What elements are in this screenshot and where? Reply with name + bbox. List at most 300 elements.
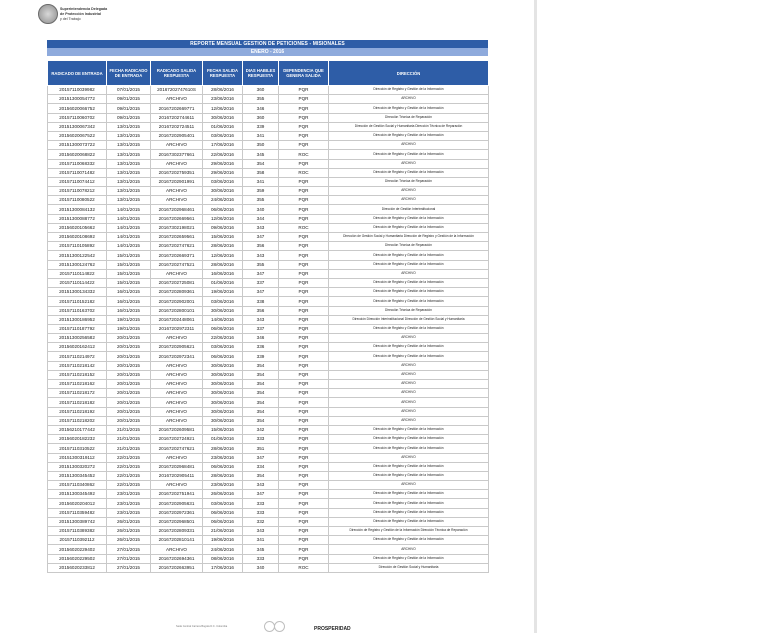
table-cell: 20167202747621	[151, 242, 203, 251]
table-cell: ARCHIVO	[151, 545, 203, 554]
table-cell: 20167202972311	[151, 324, 203, 333]
table-cell: 15/01/2015	[107, 260, 151, 269]
table-cell: Dirección de Registro y Gestión de la Información	[329, 352, 489, 361]
table-row	[48, 398, 489, 407]
table-cell: 20167202448061	[151, 315, 203, 324]
table-cell: ARCHIVO	[151, 159, 203, 168]
table-cell: ARCHIVO	[151, 407, 203, 416]
table-cell: ARCHIVO	[151, 453, 203, 462]
table-cell: 20157110218152	[48, 370, 107, 379]
table-row	[48, 444, 489, 453]
table-cell: Dirección de Registro y Gestión de la Información	[329, 435, 489, 444]
table-row	[48, 389, 489, 398]
table-cell: 21/01/2015	[107, 425, 151, 434]
table-cell: 20157110218192	[48, 407, 107, 416]
table-row	[48, 370, 489, 379]
table-cell: ARCHIVO	[151, 361, 203, 370]
table-cell: 28/06/2016	[203, 86, 243, 95]
table-cell: 20151300088772	[48, 214, 107, 223]
table-cell: ARCHIVO	[151, 141, 203, 150]
table-row	[48, 131, 489, 140]
table-cell: Dirección de Registro y Gestión de la Información	[329, 471, 489, 480]
table-cell: PQR	[279, 435, 329, 444]
table-cell: 20157110114822	[48, 269, 107, 278]
table-cell: 20157110071482	[48, 168, 107, 177]
table-cell: 20167202968481	[151, 462, 203, 471]
table-cell: 27/01/2015	[107, 545, 151, 554]
table-cell: 347	[243, 453, 279, 462]
table-cell: 20167202663951	[151, 563, 203, 572]
table-cell: Dirección de Registro y Gestión de la Información	[329, 462, 489, 471]
table-row	[48, 416, 489, 425]
table-cell: 355	[243, 95, 279, 104]
footer-brand: PROSPERIDAD	[314, 626, 351, 632]
column-header: FECHA RADICADO DE ENTRADA	[107, 61, 151, 86]
table-cell: PQR	[279, 370, 329, 379]
table-cell: 356	[243, 242, 279, 251]
table-cell: Dirección Técnica de Reparación	[329, 113, 489, 122]
table-row	[48, 306, 489, 315]
table-row	[48, 278, 489, 287]
table-cell: 13/01/2015	[107, 196, 151, 205]
table-cell: 20167202725081	[151, 278, 203, 287]
table-cell: 03/06/2016	[203, 131, 243, 140]
table-cell: 17/06/2016	[203, 563, 243, 572]
table-cell: 20157110218202	[48, 416, 107, 425]
column-header: DIAS HABILES RESPUESTA	[243, 61, 279, 86]
table-cell: PQR	[279, 177, 329, 186]
table-cell: 354	[243, 159, 279, 168]
table-cell: PQR	[279, 187, 329, 196]
table-cell: Dirección de Registro y Gestión de la Información	[329, 444, 489, 453]
table-cell: 16/01/2015	[107, 306, 151, 315]
table-row	[48, 233, 489, 242]
table-cell: Dirección de Gestión Social y Humanitaria Dirección Técnica de Reparación	[329, 122, 489, 131]
table-cell: 12/06/2016	[203, 214, 243, 223]
table-cell: ROC	[279, 223, 329, 232]
table-cell: ARCHIVO	[151, 370, 203, 379]
petitions-table	[47, 60, 489, 573]
table-cell: PQR	[279, 306, 329, 315]
table-cell: 13/01/2015	[107, 187, 151, 196]
table-cell: Dirección de Registro y Gestión de la Información	[329, 536, 489, 545]
table-cell: PQR	[279, 416, 329, 425]
table-cell: PQR	[279, 361, 329, 370]
table-cell: 22/01/2015	[107, 462, 151, 471]
table-cell: ARCHIVO	[151, 196, 203, 205]
table-cell: 15/01/2015	[107, 278, 151, 287]
table-cell: Dirección de Registro y Gestión de la Información	[329, 214, 489, 223]
table-cell: 13/01/2015	[107, 122, 151, 131]
table-cell: 27/01/2015	[107, 563, 151, 572]
table-cell: 20151300389742	[48, 517, 107, 526]
footer-address: Sede Central Carrera Bogotá D.C. Colombia	[176, 625, 228, 628]
table-cell: 343	[243, 223, 279, 232]
table-cell: 24/06/2016	[203, 196, 243, 205]
table-cell: 20157110214972	[48, 352, 107, 361]
report-title: REPORTE MENSUAL GESTION DE PETICIONES - MISIONALES	[47, 40, 488, 48]
table-cell: 17/06/2016	[203, 141, 243, 150]
table-cell: PQR	[279, 508, 329, 517]
table-cell: 20/01/2015	[107, 407, 151, 416]
table-cell: ARCHIVO	[329, 545, 489, 554]
table-cell: 20157110218162	[48, 380, 107, 389]
table-cell: Dirección de Registro y Gestión de la Información	[329, 425, 489, 434]
table-cell: 20167202905411	[151, 471, 203, 480]
table-cell: PQR	[279, 269, 329, 278]
table-cell: 20167202905621	[151, 343, 203, 352]
table-cell: 20167202609581	[151, 425, 203, 434]
table-cell: PQR	[279, 444, 329, 453]
table-cell: PQR	[279, 196, 329, 205]
column-header: DEPENDENCIA QUE GENERA SALIDA	[279, 61, 329, 86]
table-cell: 07/01/2015	[107, 86, 151, 95]
table-cell: 20156020204012	[48, 499, 107, 508]
table-cell: 20157110187792	[48, 324, 107, 333]
table-cell: Dirección de Registro y Gestión de la Información	[329, 131, 489, 140]
table-cell: ARCHIVO	[329, 370, 489, 379]
table-cell: 20157110074412	[48, 177, 107, 186]
table-cell: 20157110389382	[48, 527, 107, 536]
table-cell: PQR	[279, 536, 329, 545]
table-cell: Dirección de Registro y Gestión de la Información	[329, 554, 489, 563]
table-cell: 29/06/2016	[203, 168, 243, 177]
table-row	[48, 324, 489, 333]
table-cell: 14/06/2016	[203, 315, 243, 324]
table-cell: 20156020229402	[48, 545, 107, 554]
table-cell: 20151300073722	[48, 141, 107, 150]
table-cell: PQR	[279, 242, 329, 251]
table-cell: Dirección de Registro y Gestión de la Información	[329, 260, 489, 269]
table-cell: 334	[243, 462, 279, 471]
table-cell: 21/01/2015	[107, 435, 151, 444]
table-cell: 14/01/2015	[107, 205, 151, 214]
column-header: FECHA SALIDA RESPUESTA	[203, 61, 243, 86]
table-cell: ARCHIVO	[329, 453, 489, 462]
table-row	[48, 196, 489, 205]
table-cell: 20/01/2015	[107, 370, 151, 379]
table-cell: 341	[243, 536, 279, 545]
table-row	[48, 527, 489, 536]
table-cell: 354	[243, 361, 279, 370]
table-cell: 23/01/2015	[107, 490, 151, 499]
table-cell: Dirección de Registro y Gestión de la Información	[329, 499, 489, 508]
table-cell: ARCHIVO	[151, 380, 203, 389]
table-cell: 20151300256582	[48, 334, 107, 343]
table-row	[48, 86, 489, 95]
table-cell: 347	[243, 288, 279, 297]
table-cell: 19/01/2015	[107, 315, 151, 324]
table-cell: PQR	[279, 517, 329, 526]
table-cell: 354	[243, 471, 279, 480]
table-cell: PQR	[279, 389, 329, 398]
table-row	[48, 343, 489, 352]
table-cell: 20151300067342	[48, 122, 107, 131]
table-cell: Dirección de Registro y Gestión de la Información	[329, 508, 489, 517]
table-cell: 343	[243, 251, 279, 260]
table-cell: 20151300054772	[48, 95, 107, 104]
column-header: RADICADO DE ENTRADA	[48, 61, 107, 86]
table-cell: 20151300345492	[48, 490, 107, 499]
table-cell: 20157110218172	[48, 389, 107, 398]
table-cell: 14/01/2015	[107, 233, 151, 242]
table-cell: PQR	[279, 324, 329, 333]
table-cell: 340	[243, 205, 279, 214]
table-cell: 22/01/2015	[107, 453, 151, 462]
table-cell: 20157110218142	[48, 361, 107, 370]
table-cell: 09/06/2016	[203, 223, 243, 232]
table-cell: 23/01/2015	[107, 499, 151, 508]
table-cell: 333	[243, 508, 279, 517]
table-cell: ARCHIVO	[329, 196, 489, 205]
table-cell: 343	[243, 481, 279, 490]
table-body	[48, 86, 489, 573]
table-cell: 354	[243, 389, 279, 398]
table-cell: 09/01/2015	[107, 104, 151, 113]
table-row	[48, 260, 489, 269]
table-cell: 16/01/2015	[107, 297, 151, 306]
footer-circle-icon	[274, 621, 285, 632]
table-cell: 14/01/2015	[107, 242, 151, 251]
table-cell: 20156020105662	[48, 223, 107, 232]
table-cell: 345	[243, 150, 279, 159]
table-row	[48, 453, 489, 462]
table-cell: Dirección Técnica de Reparación	[329, 177, 489, 186]
table-cell: 336	[243, 343, 279, 352]
table-row	[48, 315, 489, 324]
table-cell: 20157110152182	[48, 297, 107, 306]
table-cell: Dirección Dirección Interinstitucional Dirección de Gestión Social y Humanitaria	[329, 315, 489, 324]
table-cell: 20167202669371	[151, 251, 203, 260]
table-cell: Dirección de Registro y Gestión de la Información	[329, 343, 489, 352]
table-cell: PQR	[279, 141, 329, 150]
table-cell: 20156020229502	[48, 554, 107, 563]
table-row	[48, 251, 489, 260]
table-cell: 20151300345452	[48, 471, 107, 480]
table-cell: PQR	[279, 214, 329, 223]
table-cell: PQR	[279, 398, 329, 407]
table-row	[48, 554, 489, 563]
table-cell: 20/01/2015	[107, 416, 151, 425]
table-cell: 20167202669771	[151, 104, 203, 113]
table-cell: 20167202659561	[151, 233, 203, 242]
table-cell: 14/01/2015	[107, 214, 151, 223]
table-cell: 20157110163702	[48, 306, 107, 315]
table-cell: 16/06/2016	[203, 269, 243, 278]
table-cell: 08/06/2016	[203, 554, 243, 563]
table-cell: 20167202809331	[151, 527, 203, 536]
table-cell: 20167202810141	[151, 536, 203, 545]
table-cell: 29/06/2016	[203, 159, 243, 168]
table-cell: ARCHIVO	[329, 481, 489, 490]
table-cell: 20/01/2015	[107, 334, 151, 343]
table-cell: 20167202972341	[151, 352, 203, 361]
logo-line-3: y del Trabajo	[60, 17, 81, 21]
table-cell: 01/06/2016	[203, 435, 243, 444]
table-cell: 28/06/2016	[203, 444, 243, 453]
table-cell: PQR	[279, 527, 329, 536]
table-cell: 343	[243, 315, 279, 324]
table-cell: 15/06/2016	[203, 233, 243, 242]
table-cell: 01/06/2016	[203, 278, 243, 287]
table-cell: ARCHIVO	[151, 481, 203, 490]
table-cell: 03/06/2016	[203, 297, 243, 306]
table-cell: 30/06/2016	[203, 306, 243, 315]
table-cell: 20167202905631	[151, 499, 203, 508]
table-row	[48, 242, 489, 251]
table-cell: 20167202751941	[151, 490, 203, 499]
table-cell: PQR	[279, 86, 329, 95]
table-cell: 23/06/2016	[203, 95, 243, 104]
table-cell: 19/06/2016	[203, 288, 243, 297]
table-cell: 358	[243, 168, 279, 177]
table-cell: 341	[243, 177, 279, 186]
table-row	[48, 269, 489, 278]
table-cell: PQR	[279, 499, 329, 508]
table-cell: ARCHIVO	[329, 416, 489, 425]
table-cell: 20151300122542	[48, 251, 107, 260]
table-cell: 351	[243, 444, 279, 453]
table-cell: 28/06/2016	[203, 242, 243, 251]
table-row	[48, 490, 489, 499]
table-cell: 20167202968501	[151, 517, 203, 526]
table-row	[48, 481, 489, 490]
table-cell: 30/06/2016	[203, 361, 243, 370]
table-cell: 333	[243, 499, 279, 508]
table-cell: 354	[243, 407, 279, 416]
table-row	[48, 297, 489, 306]
table-cell: 20167202905401	[151, 131, 203, 140]
table-cell: 20167302377661	[151, 150, 203, 159]
table-cell: 06/06/2016	[203, 205, 243, 214]
table-cell: 06/06/2016	[203, 517, 243, 526]
table-header-row	[48, 61, 489, 86]
table-cell: ARCHIVO	[329, 389, 489, 398]
table-cell: PQR	[279, 471, 329, 480]
table-cell: 26/01/2015	[107, 517, 151, 526]
table-cell: ARCHIVO	[329, 380, 489, 389]
table-cell: 30/06/2016	[203, 407, 243, 416]
table-cell: PQR	[279, 104, 329, 113]
table-cell: 21/01/2015	[107, 444, 151, 453]
table-cell: 20/01/2015	[107, 343, 151, 352]
table-cell: PQR	[279, 545, 329, 554]
table-cell: PQR	[279, 260, 329, 269]
report-period: ENERO - 2016	[47, 48, 488, 56]
table-cell: 338	[243, 297, 279, 306]
table-cell: 20156020233812	[48, 563, 107, 572]
table-row	[48, 104, 489, 113]
table-cell: ARCHIVO	[151, 95, 203, 104]
table-cell: 20167202747521	[151, 260, 203, 269]
page-edge-shadow	[534, 0, 537, 633]
table-cell: 20151300186952	[48, 315, 107, 324]
table-cell: 20/01/2015	[107, 352, 151, 361]
table-cell: PQR	[279, 251, 329, 260]
table-cell: 20157110218182	[48, 398, 107, 407]
table-cell: 23/01/2015	[107, 508, 151, 517]
table-cell: 01/06/2016	[203, 122, 243, 131]
table-cell: 346	[243, 104, 279, 113]
table-cell: 09/01/2015	[107, 95, 151, 104]
table-cell: 20167202669561	[151, 214, 203, 223]
table-cell: 20157110078212	[48, 187, 107, 196]
table-cell: 13/01/2015	[107, 150, 151, 159]
table-cell: 20167302198021	[151, 223, 203, 232]
table-cell: 28/06/2016	[203, 471, 243, 480]
table-cell: 337	[243, 324, 279, 333]
table-cell: 23/06/2016	[203, 453, 243, 462]
table-cell: PQR	[279, 278, 329, 287]
table-cell: 23/06/2016	[203, 481, 243, 490]
table-cell: 22/01/2015	[107, 471, 151, 480]
table-row	[48, 563, 489, 572]
table-cell: 20167202901991	[151, 177, 203, 186]
table-row	[48, 508, 489, 517]
table-cell: 20157110359482	[48, 508, 107, 517]
table-cell: Dirección de Gestión Interinstitucional	[329, 205, 489, 214]
table-cell: 20151300124762	[48, 260, 107, 269]
table-row	[48, 141, 489, 150]
table-cell: 20156020182232	[48, 435, 107, 444]
table-cell: 20167202972361	[151, 508, 203, 517]
table-cell: 06/06/2016	[203, 324, 243, 333]
table-cell: 22/01/2015	[107, 481, 151, 490]
table-cell: Dirección de Registro y Gestión de la Información	[329, 86, 489, 95]
table-row	[48, 214, 489, 223]
table-cell: 20167202724921	[151, 435, 203, 444]
table-cell: 13/01/2015	[107, 168, 151, 177]
table-cell: 20167202902001	[151, 297, 203, 306]
table-cell: 12/06/2016	[203, 104, 243, 113]
table-row	[48, 150, 489, 159]
table-cell: 13/01/2015	[107, 177, 151, 186]
table-cell: 342	[243, 425, 279, 434]
table-cell: 360	[243, 86, 279, 95]
table-cell: 355	[243, 196, 279, 205]
table-cell: 20157110105892	[48, 242, 107, 251]
table-row	[48, 545, 489, 554]
table-cell: 30/06/2016	[203, 389, 243, 398]
table-cell: Dirección de Registro y Gestión de la Información Dirección Técnica de Reparación	[329, 527, 489, 536]
table-cell: 16/01/2015	[107, 288, 151, 297]
table-cell: PQR	[279, 462, 329, 471]
table-cell: Dirección de Registro y Gestión de la Información	[329, 251, 489, 260]
table-cell: 359	[243, 187, 279, 196]
table-cell: 339	[243, 122, 279, 131]
table-cell: 354	[243, 380, 279, 389]
table-row	[48, 499, 489, 508]
table-cell: 337	[243, 278, 279, 287]
table-cell: 20167202759351	[151, 168, 203, 177]
table-cell: ARCHIVO	[329, 141, 489, 150]
table-cell: Dirección Técnica de Reparación	[329, 242, 489, 251]
table-row	[48, 113, 489, 122]
table-cell: 347	[243, 490, 279, 499]
table-cell: 06/06/2016	[203, 352, 243, 361]
table-cell: 21/06/2016	[203, 527, 243, 536]
table-cell: ARCHIVO	[329, 361, 489, 370]
table-cell: PQR	[279, 122, 329, 131]
table-cell: Dirección Técnica de Reparación	[329, 306, 489, 315]
table-row	[48, 177, 489, 186]
table-cell: 343	[243, 527, 279, 536]
table-cell: 26/01/2015	[107, 527, 151, 536]
table-cell: 30/06/2016	[203, 380, 243, 389]
table-cell: PQR	[279, 131, 329, 140]
table-cell: 20/01/2015	[107, 398, 151, 407]
table-cell: PQR	[279, 297, 329, 306]
